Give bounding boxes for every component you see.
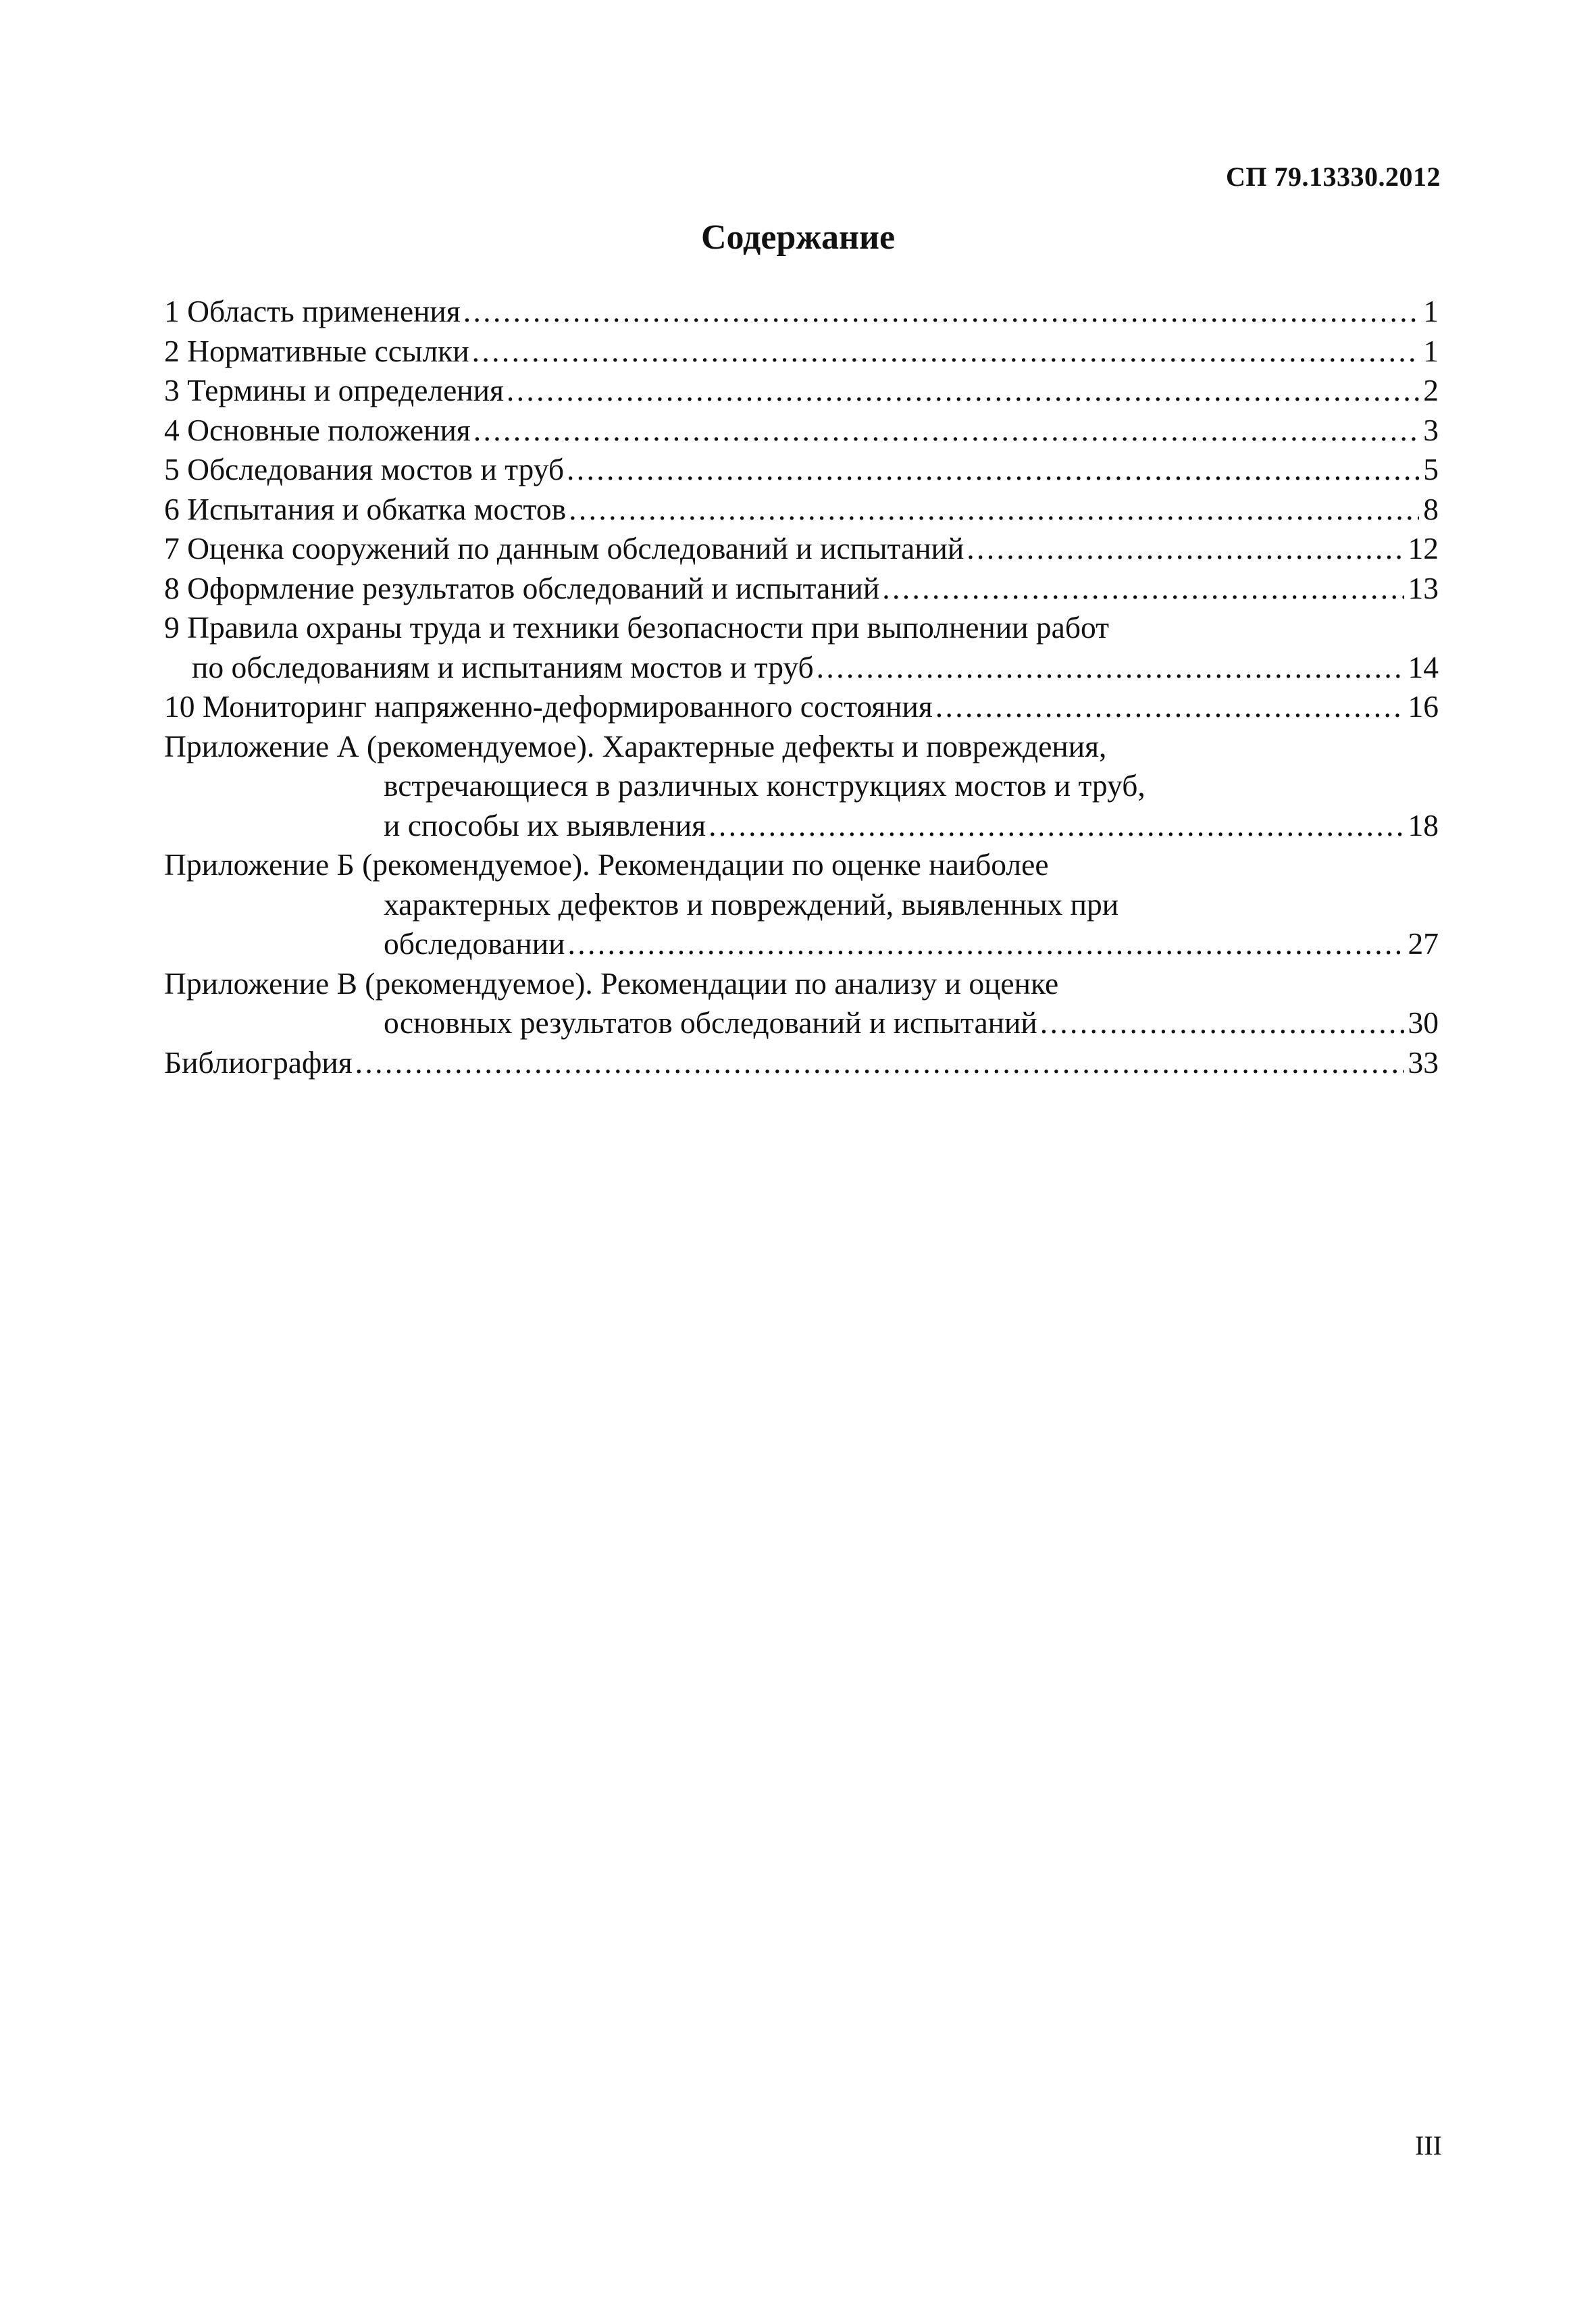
toc-entry-page: 1	[1423, 294, 1439, 328]
toc-entry-text: 6 Испытания и обкатка мостов	[164, 491, 567, 526]
toc-entry-10[interactable]	[164, 687, 1439, 727]
toc-entry-page: 16	[1408, 689, 1439, 724]
toc-entry-text: 8 Оформление результатов обследований и испытаний	[164, 570, 880, 605]
toc-entry-text: 10 Мониторинг напряженно-деформированного состояния	[164, 689, 933, 724]
toc-entry-text: Приложение Б (рекомендуемое). Рекомендации по оценке наиболее	[164, 847, 1049, 882]
dot-leader	[567, 450, 1419, 490]
table-of-contents	[164, 292, 1439, 1082]
toc-entry-page: 1	[1423, 333, 1439, 368]
dot-leader	[1040, 1003, 1404, 1043]
toc-entry-6[interactable]	[164, 490, 1439, 530]
toc-entry-text: основных результатов обследований и испытаний	[384, 1005, 1037, 1040]
toc-entry-appendix-a[interactable]	[164, 727, 1439, 846]
dot-leader	[355, 1043, 1404, 1083]
toc-entry-appendix-v[interactable]	[164, 964, 1439, 1043]
toc-entry-7[interactable]	[164, 529, 1439, 569]
toc-entry-8[interactable]	[164, 569, 1439, 609]
toc-entry-9[interactable]	[164, 608, 1439, 687]
dot-leader	[935, 687, 1404, 727]
toc-entry-text: встречающиеся в различных конструкциях мостов и труб,	[384, 768, 1145, 803]
page-number: III	[1415, 2130, 1442, 2161]
dot-leader	[569, 490, 1419, 530]
toc-entry-text: обследовании	[384, 926, 565, 961]
toc-entry-page: 18	[1408, 807, 1439, 842]
toc-entry-page: 14	[1408, 649, 1439, 684]
toc-entry-text: характерных дефектов и повреждений, выявленных при	[384, 886, 1119, 922]
dot-leader	[567, 924, 1404, 964]
toc-entry-text: Приложение В (рекомендуемое). Рекомендации по анализу и оценке	[164, 965, 1059, 1001]
toc-entry-page: 3	[1423, 412, 1439, 447]
toc-entry-page: 5	[1423, 452, 1439, 486]
toc-entry-text: 9 Правила охраны труда и техники безопасности при выполнении работ	[164, 610, 1110, 645]
toc-entry-text: Приложение А (рекомендуемое). Характерные дефекты и повреждения,	[164, 728, 1107, 763]
toc-entry-page: 13	[1408, 570, 1439, 605]
toc-entry-text: 4 Основные положения	[164, 412, 471, 447]
toc-entry-text: и способы их выявления	[384, 807, 706, 842]
dot-leader	[463, 292, 1420, 332]
toc-entry-page: 27	[1408, 926, 1439, 961]
toc-entry-3[interactable]	[164, 371, 1439, 411]
toc-entry-page: 2	[1423, 373, 1439, 407]
toc-entry-text: 3 Термины и определения	[164, 373, 504, 407]
toc-entry-page: 30	[1408, 1005, 1439, 1040]
dot-leader	[507, 371, 1419, 411]
toc-entry-text: по обследованиям и испытаниям мостов и труб	[192, 649, 814, 684]
toc-entry-text: 2 Нормативные ссылки	[164, 333, 469, 368]
toc-entry-1[interactable]	[164, 292, 1439, 332]
toc-title: Содержание	[700, 218, 896, 257]
toc-entry-5[interactable]	[164, 450, 1439, 490]
toc-entry-page: 12	[1408, 531, 1439, 565]
dot-leader	[473, 411, 1420, 451]
toc-entry-text: 1 Область применения	[164, 294, 461, 328]
toc-entry-4[interactable]	[164, 411, 1439, 451]
toc-entry-text: 5 Обследования мостов и труб	[164, 452, 564, 486]
toc-entry-text: 7 Оценка сооружений по данным обследований и испытаний	[164, 531, 964, 565]
toc-entry-appendix-b[interactable]	[164, 845, 1439, 964]
dot-leader	[817, 648, 1404, 688]
toc-entry-page: 33	[1408, 1045, 1439, 1080]
toc-entry-page: 8	[1423, 491, 1439, 526]
toc-entry-2[interactable]	[164, 332, 1439, 372]
dot-leader	[709, 806, 1404, 846]
dot-leader	[967, 529, 1404, 569]
dot-leader	[472, 332, 1420, 372]
document-code: СП 79.13330.2012	[1226, 161, 1441, 192]
toc-entry-text: Библиография	[164, 1045, 353, 1080]
toc-entry-bibliography[interactable]	[164, 1043, 1439, 1083]
dot-leader	[882, 569, 1404, 609]
